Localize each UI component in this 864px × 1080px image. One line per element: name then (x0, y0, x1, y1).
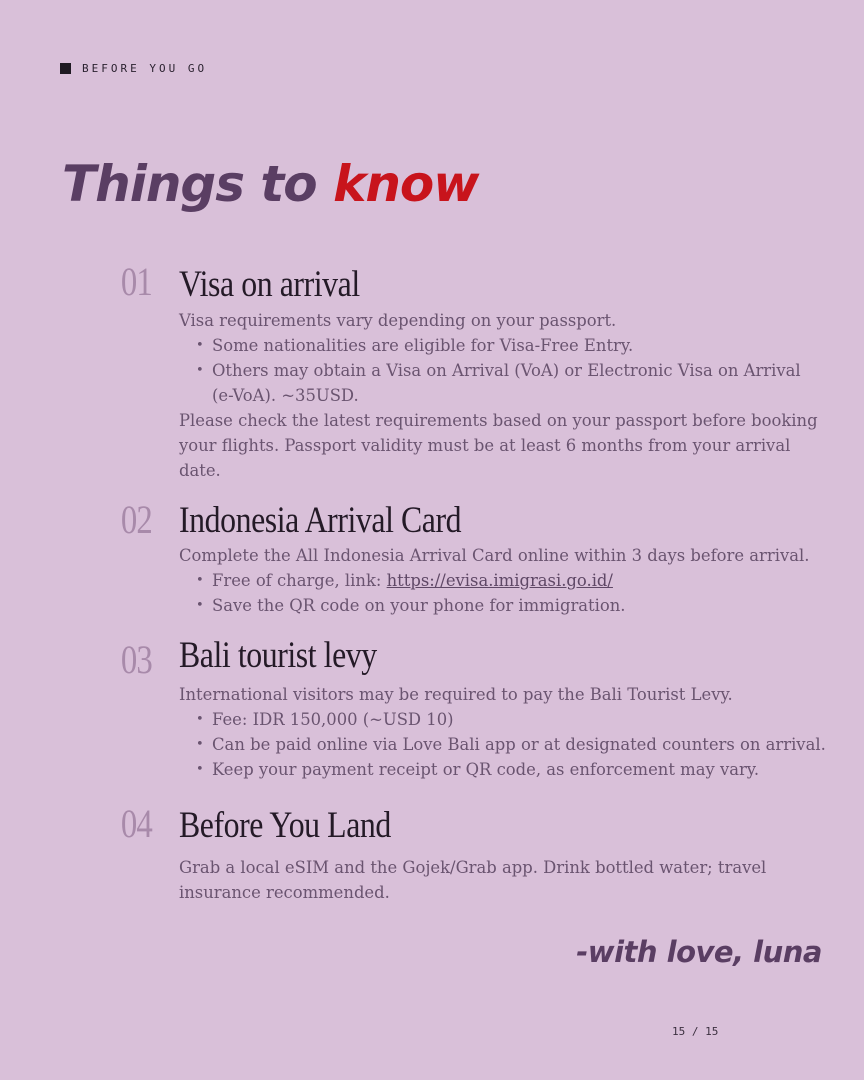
section-kicker (60, 62, 207, 75)
page-number: 15 / 15 (672, 1025, 719, 1038)
section-number: 02 (120, 497, 152, 542)
evisa-link[interactable]: https://evisa.imigrasi.go.id/ (386, 571, 613, 590)
list-item: • Others may obtain a Visa on Arrival (VoA) or Electronic Visa on Arrival (e-VoA). ~35USD. (179, 358, 819, 408)
list-item: • Some nationalities are eligible for Visa-Free Entry. (179, 333, 819, 358)
section-number: 01 (120, 259, 152, 304)
section-intro: Visa requirements vary depending on your passport. (179, 311, 617, 330)
kicker-label: BEFORE YOU GO (82, 62, 208, 75)
section-heading: Visa on arrival (179, 264, 360, 305)
section-outro: Please check the latest requirements based on your passport before booking your flights. Passport validity must be at least 6 months from your arrival date. (179, 411, 818, 480)
section-body (179, 682, 826, 782)
list-item (179, 568, 819, 593)
list-item: • Save the QR code on your phone for immigration. (179, 593, 819, 618)
section-heading: Before You Land (179, 805, 391, 846)
section-body (179, 308, 819, 483)
bullet-list (179, 568, 819, 618)
signoff: -with love, luna (576, 935, 822, 969)
section-intro: Grab a local eSIM and the Gojek/Grab app. Drink bottled water; travel insurance recommended. (179, 858, 767, 902)
section-body (179, 543, 819, 618)
section-heading: Indonesia Arrival Card (179, 500, 462, 541)
section-heading: Bali tourist levy (179, 635, 377, 676)
bullet-list (179, 333, 819, 408)
bullet-list (179, 707, 826, 782)
section-number: 03 (120, 637, 152, 682)
page-title (62, 155, 478, 213)
square-icon (60, 63, 71, 74)
section-body (179, 855, 819, 905)
link-prefix: Free of charge, link: (212, 571, 387, 590)
section-number: 04 (120, 801, 152, 846)
title-accent: know (333, 155, 479, 213)
section-intro: International visitors may be required to pay the Bali Tourist Levy. (179, 685, 733, 704)
list-item: • Can be paid online via Love Bali app or at designated counters on arrival. (179, 732, 819, 757)
section-intro: Complete the All Indonesia Arrival Card online within 3 days before arrival. (179, 546, 810, 565)
title-main: Things to (62, 155, 334, 213)
list-item: • Keep your payment receipt or QR code, as enforcement may vary. (179, 757, 819, 782)
list-item: • Fee: IDR 150,000 (~USD 10) (179, 707, 819, 732)
